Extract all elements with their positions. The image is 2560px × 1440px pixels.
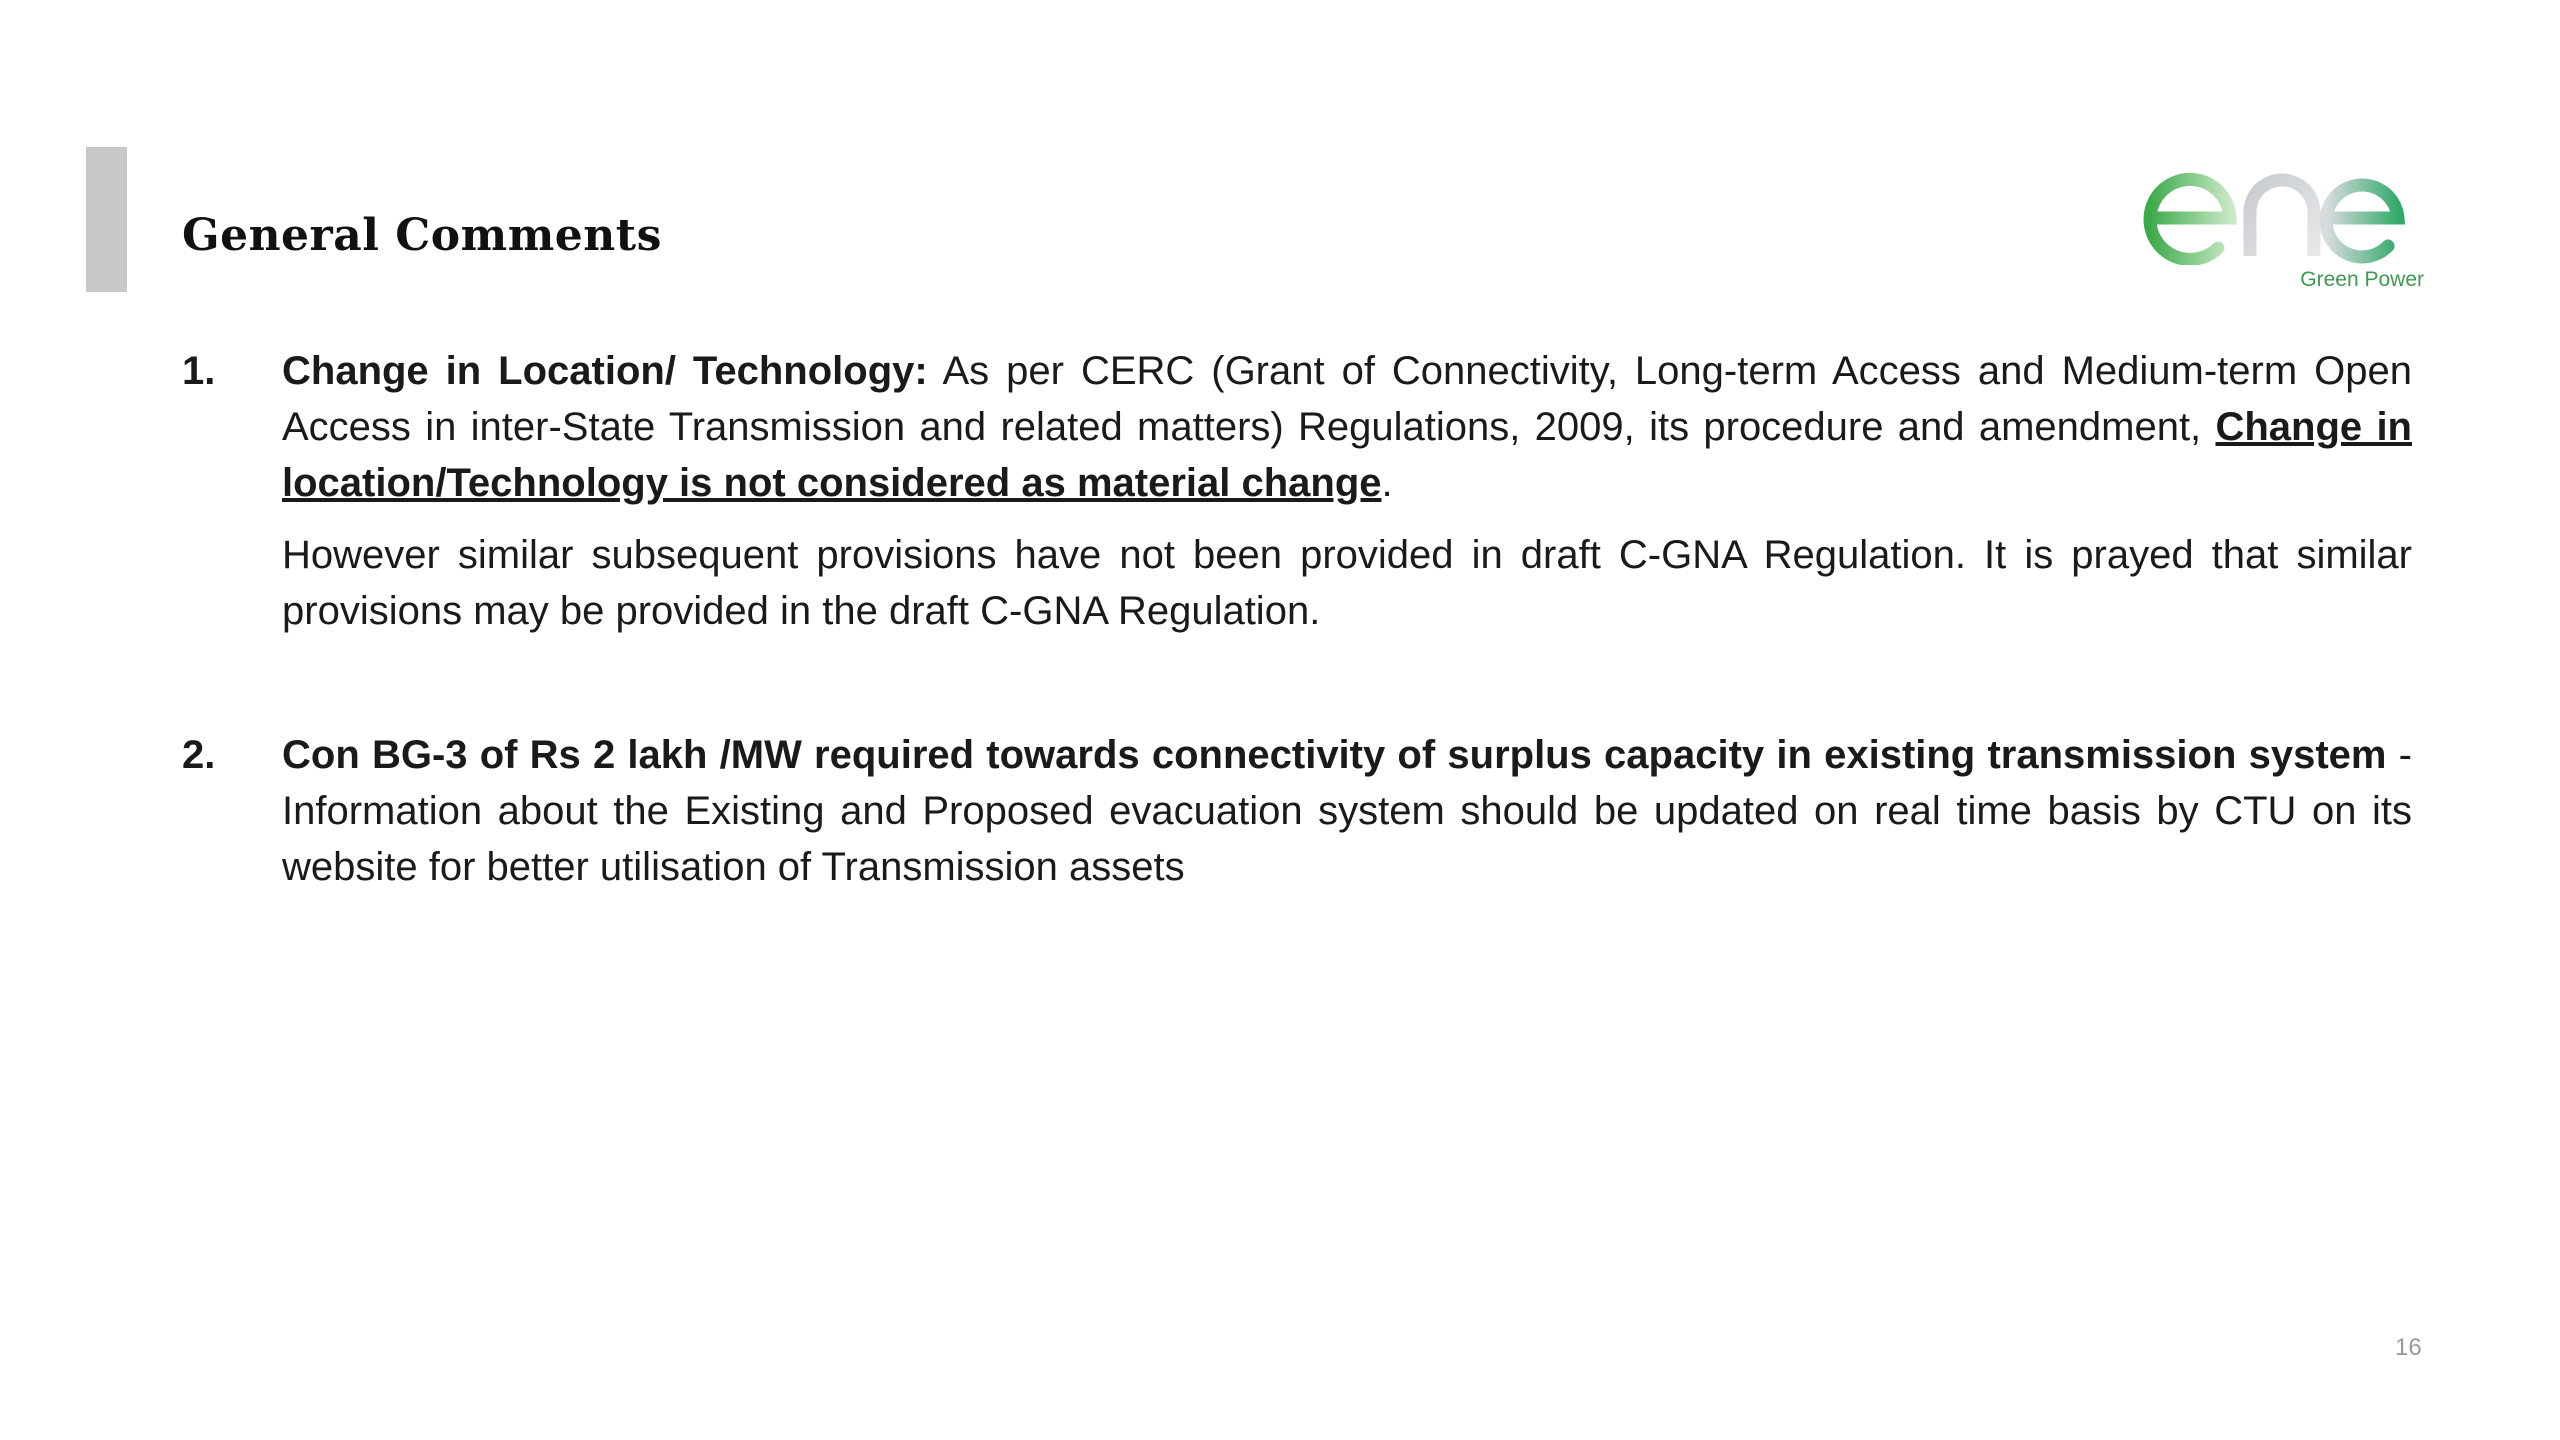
- enel-green-power-logo: [2130, 140, 2430, 300]
- item-body: [282, 343, 2412, 639]
- item-paragraph: [282, 343, 2412, 511]
- item-body: [282, 727, 2412, 895]
- item-paragraph: [282, 727, 2412, 895]
- page-number: 16: [2395, 1334, 2422, 1361]
- enel-wordmark-icon: [2130, 140, 2430, 265]
- item-text: - Information about the Existing and Proposed evacuation system should be updated on real time basis by CTU on its website for better utilisation of Transmission assets: [282, 733, 2413, 889]
- comments-list: [182, 343, 2412, 895]
- item-number: 1.: [182, 349, 216, 393]
- list-item: [182, 727, 2412, 895]
- item-followup-paragraph: However similar subsequent provisions have not been provided in draft C-GNA Regulation. It is prayed that similar provisions may be provided in the draft C-GNA Regulation.: [282, 533, 2412, 633]
- title-accent-bar: [86, 147, 127, 292]
- item-heading: Change in Location/ Technology:: [282, 349, 928, 393]
- logo-tagline: Green Power: [2300, 268, 2424, 291]
- item-text-end: .: [1381, 461, 1393, 505]
- item-text: As per CERC (Grant of Connectivity, Long-term Access and Medium-term Open Access in inter-State Transmission and related matters) Regulations, 2009, its procedure and amendment,: [282, 349, 2412, 449]
- list-item: [182, 343, 2412, 639]
- slide-title: General Comments: [182, 210, 662, 261]
- item-emphasis: Change in location/Technology is not considered as material change: [282, 405, 2412, 505]
- item-number: 2.: [182, 733, 216, 777]
- item-heading: Con BG-3 of Rs 2 lakh /MW required towards connectivity of surplus capacity in existing transmission system: [282, 733, 2387, 777]
